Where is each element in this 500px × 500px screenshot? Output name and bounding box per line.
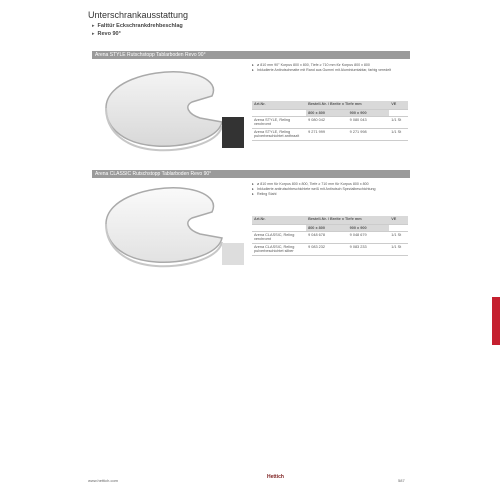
breadcrumb-item[interactable]: ▸ Falttür Eckschrankdrehbeschlag — [92, 23, 183, 29]
list-item: ▸ Inkludierte antirutschbeschichtete weiß mit Antirutsch Spezialbeschichtung — [252, 187, 402, 192]
chapter-tab — [492, 297, 500, 345]
footer-url[interactable]: www.hettich.com — [88, 478, 119, 483]
spec-table — [252, 216, 408, 256]
feature-list — [252, 63, 402, 73]
size-label: 800 x 800 — [306, 225, 348, 232]
triangle-right-icon: ▸ — [92, 31, 95, 37]
feature-list — [252, 182, 402, 197]
table-row: Arena STYLE, Reling verchromt 9 080 042 9 080 043 1/1 St — [252, 117, 408, 129]
table-header: Bestell-Nr. / Breite x Tiefe mm — [306, 216, 389, 225]
table-row: Arena CLASSIC, Reling verchromt 9 048 678 9 048 679 1/1 St — [252, 232, 408, 244]
triangle-right-icon: ▸ — [92, 23, 95, 29]
list-item: ▸ Inkludierte Antirutschmatte mit Rand aus Gummi mit Aluminiumtablar, farbig veredelt — [252, 68, 402, 73]
size-label: 900 x 900 — [348, 225, 390, 232]
table-row: Arena STYLE, Reling pulverbeschichtet anthrazit 9 271 999 9 271 998 1/1 St — [252, 129, 408, 141]
page-title: Unterschrankausstattung — [88, 10, 189, 20]
list-item: ▸ ø 810 mm für Korpus 800 x 800, Tiefe ≥ 710 mm für Korpus 800 x 800 — [252, 182, 402, 187]
table-header: Art.Nr. — [252, 216, 306, 225]
spec-table — [252, 101, 408, 141]
brand-logo: Hettich — [267, 474, 284, 480]
size-label: 800 x 800 — [306, 110, 348, 117]
table-header: Art.Nr. — [252, 101, 306, 110]
size-label: 900 x 900 — [348, 110, 390, 117]
breadcrumb-item[interactable]: ▸ Revo 90° — [92, 31, 121, 37]
table-header: VE — [389, 101, 408, 110]
page-number: 587 — [398, 478, 405, 483]
section-header: Arena CLASSIC Rutschstopp Tablarboden Revo 90° — [92, 170, 410, 178]
section-header: Arena STYLE Rutschstopp Tablarboden Revo 90° — [92, 51, 410, 59]
detail-thumbnail — [222, 243, 244, 265]
list-item: ▸ ø 810 mm 90° Korpus 800 x 800, Tiefe ≥ 710 mm für Korpus 800 x 800 — [252, 63, 402, 68]
list-item: ▸ Reling Stahl — [252, 192, 402, 197]
table-header: Bestell-Nr. / Breite x Tiefe mm — [306, 101, 389, 110]
table-header: VE — [389, 216, 408, 225]
table-row: Arena CLASSIC, Reling pulverbeschichtet silber 9 083 232 9 083 233 1/1 St — [252, 244, 408, 256]
detail-thumbnail — [222, 117, 244, 148]
